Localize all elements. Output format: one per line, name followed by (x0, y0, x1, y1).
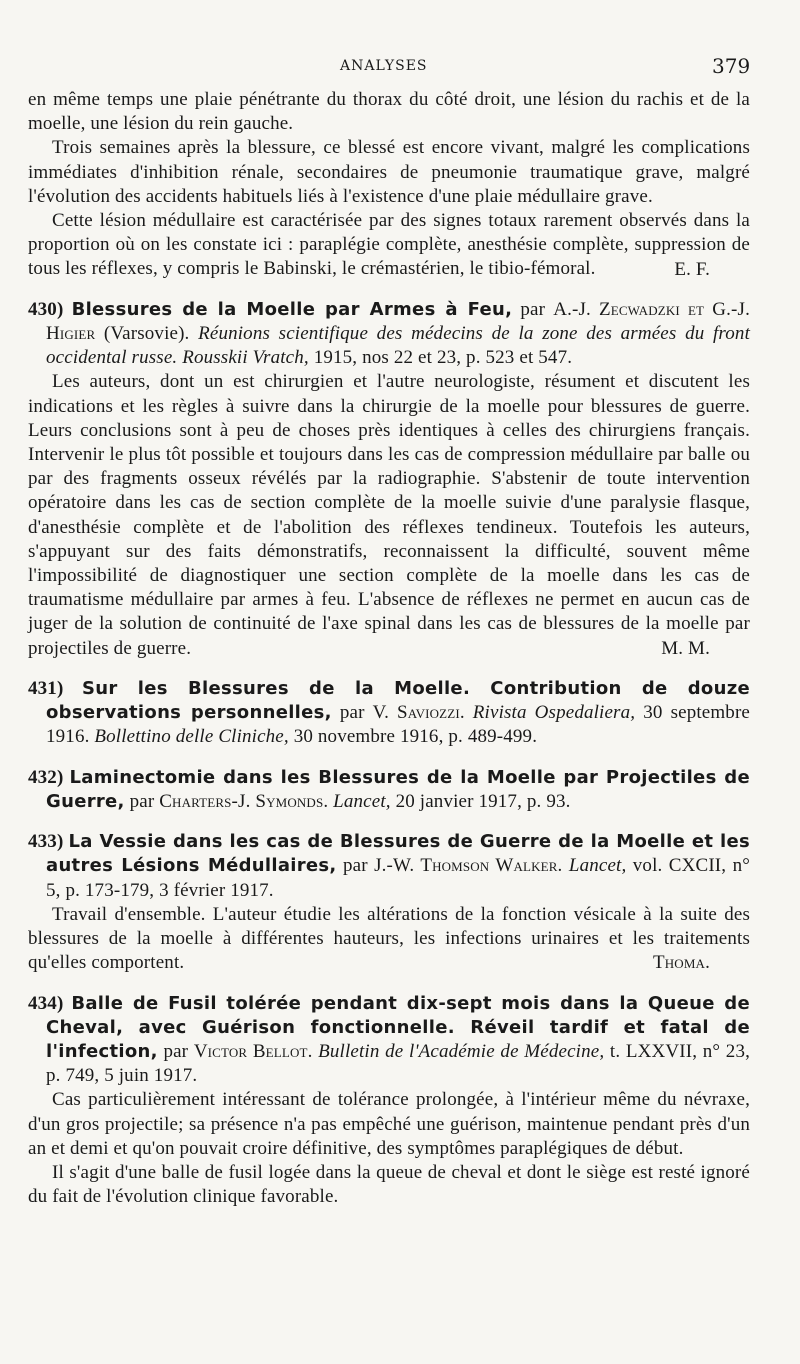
entry-by: par (520, 298, 546, 320)
entry-heading (28, 298, 750, 371)
running-title: ANALYSES (340, 58, 428, 74)
bibliography-entry (28, 830, 750, 975)
entry-by: par (129, 790, 155, 812)
entry-by: par (339, 702, 365, 724)
abstract-signature: M. M. (661, 637, 710, 659)
entry-title: Balle de Fusil tolérée pendant dix-sept mois dans la Queue de Cheval, avec Guérison fonctionnelle. Réveil tardif et fatal de l'infection, (46, 992, 750, 1062)
entry-authors: V. Saviozzi. (372, 702, 465, 724)
bibliography-entry (28, 677, 750, 750)
entry-details: 20 janvier 1917, p. 93. (395, 790, 571, 812)
continuation-paragraph: Trois semaines après la blessure, ce blessé est encore vivant, malgré les complications immédiates d'inhibition rénale, secondaires de pneumonie traumatique grave, malgré l'évolution des accidents habituels liés à l'existence d'une plaie médullaire grave. (28, 137, 750, 207)
entry-journal-secondary: Bollettino delle Cliniche, (94, 726, 289, 748)
entry-authors: A.-J. Zecwadzki et G.-J. Higier (46, 298, 750, 345)
abstract-signature: E. F. (674, 258, 710, 280)
entry-journal: Réunions scientifique des médecins de la zone des armées du front occidental russe. Rousskii Vratch, (46, 323, 750, 369)
entry-title: La Vessie dans les cas de Blessures de Guerre de la Moelle et les autres Lésions Médullaires, (46, 831, 751, 877)
entry-title: Blessures de la Moelle par Armes à Feu, (71, 298, 513, 320)
bibliography-entry (28, 766, 750, 814)
entry-title: Sur les Blessures de la Moelle. Contribution de douze observations personnelles, (46, 678, 750, 724)
entry-heading (28, 830, 750, 903)
continuation-paragraph: en même temps une plaie pénétrante du thorax du côté droit, une lésion du rachis et de la moelle, une lésion du rein gauche. (28, 89, 750, 135)
entry-by: par (163, 1040, 189, 1062)
entry-by: par (342, 855, 368, 877)
entry-journal: Lancet, (333, 790, 391, 812)
entry-authors: J.-W. Thomson Walker. (374, 855, 563, 877)
continuation-paragraph: Cette lésion médullaire est caractérisée par des signes totaux rarement observés dans la proportion où on les constate ici : paraplégie complète, anesthésie complète, suppression de tous les réflexes, y compris le Babinski, le crémastérien, le tibio-fémoral. (28, 210, 750, 280)
entry-details: 1915, nos 22 et 23, p. 523 et 547. (313, 347, 573, 369)
entry-title: Laminectomie dans les Blessures de la Moelle par Projectiles de Guerre, (46, 766, 750, 812)
entry-details-secondary: 30 novembre 1916, p. 489-499. (293, 726, 538, 748)
entry-details: 30 septembre 1916. (46, 702, 751, 748)
page-number: 379 (712, 54, 751, 78)
bibliography-entry (28, 992, 750, 1210)
entry-details: vol. CXCII, n° 5, p. 173-179, 3 février 1917. (46, 855, 750, 901)
entry-number: 433) (28, 831, 64, 853)
entry-details: t. LXXVII, n° 23, p. 749, 5 juin 1917. (46, 1040, 751, 1087)
entry-number: 431) (28, 678, 64, 700)
entry-heading (28, 992, 750, 1089)
entry-number: 434) (28, 992, 64, 1014)
entry-journal: Bulletin de l'Académie de Médecine, (318, 1040, 605, 1062)
entry-affiliation: (Varsovie). (103, 323, 190, 345)
page-body (28, 88, 750, 1209)
entry-abstract: Il s'agit d'une balle de fusil logée dans la queue de cheval et dont le siège est resté ignoré du fait de l'évolution clinique favorable. (28, 1161, 750, 1208)
entry-abstract: Travail d'ensemble. L'auteur étudie les altérations de la fonction vésicale à la suite des blessures de la moelle à différentes hauteurs, les infections urinaires et les traitements qu'elles comportent. (28, 903, 750, 974)
entry-number: 430) (28, 298, 64, 320)
entry-journal: Lancet, (568, 855, 627, 877)
entry-number: 432) (28, 766, 64, 788)
abstract-signature: Thoma. (653, 952, 710, 974)
entry-authors: Victor Bellot. (193, 1040, 313, 1062)
entry-abstract: Les auteurs, dont un est chirurgien et l'autre neurologiste, résument et discutent les indications et les règles à suivre dans la chirurgie de la moelle pour blessures de guerre. Leurs conclusions sont à peu de choses près identiques à celles des chirurgiens français. Intervenir le plus tôt possible et toujours dans les cas de compression médullaire par balle ou par des fragments osseux révélés par la radiographie. S'abstenir de toute intervention opératoire dans les cas de section complète de la moelle suivie d'une paralysie flasque, d'anesthésie complète et de l'abolition des réflexes tendineux. Toutefois les auteurs, s'appuyant sur des faits démonstratifs, reconnaissent la difficulté, souvent même l'impossibilité de diagnostiquer une section complète de la moelle dans les cas de traumatisme médullaire par armes à feu. L'absence de réflexes ne permet en aucun cas de juger de la solution de continuité de l'axe spinal dans les cas de blessures de la moelle par projectiles de guerre. (28, 371, 750, 659)
bibliography-entry (28, 298, 750, 661)
entry-journal: Rivista Ospedaliera, (472, 702, 636, 724)
entry-authors: Charters-J. Symonds. (159, 790, 329, 812)
entry-abstract: Cas particulièrement intéressant de tolérance prolongée, à l'intérieur même du névraxe, d'un gros projectile; sa présence n'a pas empêché une guérison, maintenue pendant près d'un an et demi et qu'on pouvait croire définitive, des symptômes paraplégiques de début. (28, 1089, 750, 1159)
entry-heading (28, 677, 750, 750)
entry-heading (28, 766, 750, 814)
page-header (0, 54, 800, 88)
